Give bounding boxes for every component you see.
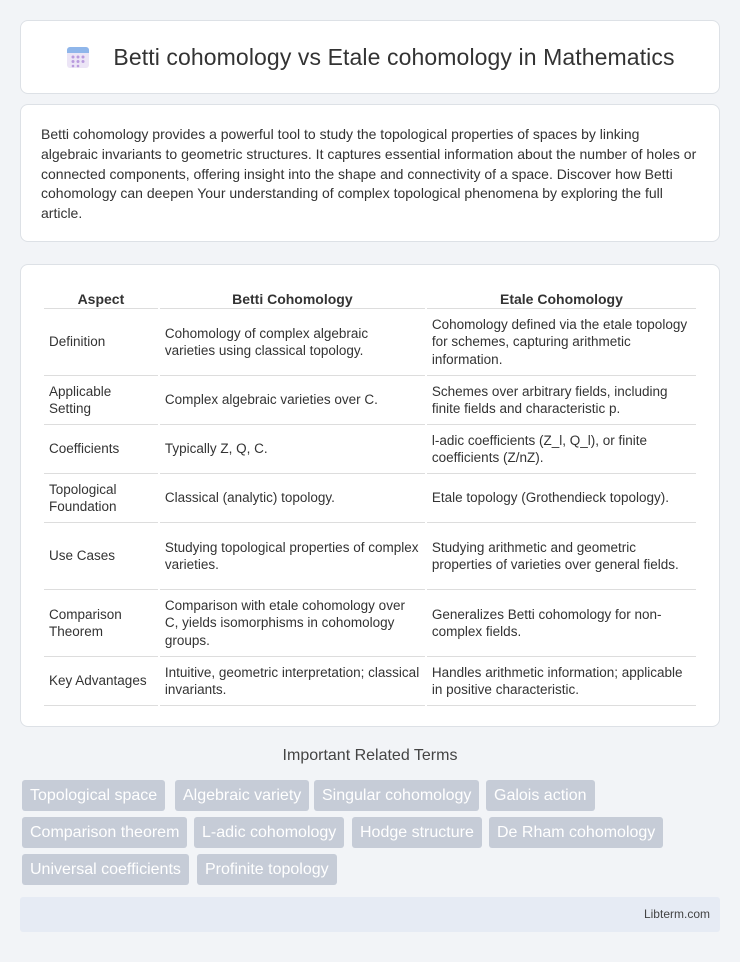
- column-header-etale: Etale Cohomology: [427, 285, 696, 309]
- intro-card: [20, 104, 720, 242]
- table-row: [44, 425, 696, 474]
- cell-etale: Generalizes Betti cohomology for non-complex fields.: [427, 590, 696, 657]
- related-term-tag[interactable]: De Rham cohomology: [489, 817, 663, 848]
- related-term-tag[interactable]: Topological space: [22, 780, 165, 811]
- related-term-tag[interactable]: Hodge structure: [352, 817, 482, 848]
- cell-betti: Comparison with etale cohomology over C, yields isomorphisms in cohomology groups.: [160, 590, 425, 657]
- cell-etale: Handles arithmetic information; applicable in positive characteristic.: [427, 657, 696, 706]
- intro-text: Betti cohomology provides a powerful tool to study the topological properties of spaces by linking algebraic invariants to geometric structures. It captures essential information about the number of holes or connected components, offering insight into the shape and connectivity of a space. Discover how Betti cohomology can deepen Your understanding of complex topological phenomena by exploring the full article.: [41, 126, 697, 222]
- footer: [20, 897, 720, 932]
- footer-site-link[interactable]: Libterm.com: [643, 907, 710, 921]
- header-card: [20, 20, 720, 94]
- cell-betti: Typically Z, Q, C.: [160, 425, 425, 474]
- cell-aspect: Coefficients: [44, 425, 158, 474]
- cell-aspect: Topological Foundation: [44, 474, 158, 523]
- page-title: Betti cohomology vs Etale cohomology in Mathematics: [113, 43, 675, 70]
- cell-aspect: Key Advantages: [44, 657, 158, 706]
- cell-etale: Schemes over arbitrary fields, including finite fields and characteristic p.: [427, 376, 696, 425]
- table-header-row: [44, 285, 696, 309]
- cell-betti: Cohomology of complex algebraic varieties using classical topology.: [160, 309, 425, 376]
- related-term-tag[interactable]: Singular cohomology: [314, 780, 479, 811]
- related-term-tag[interactable]: Universal coefficients: [22, 854, 189, 885]
- comparison-table: [42, 285, 698, 706]
- related-term-tag[interactable]: Comparison theorem: [22, 817, 187, 848]
- table-row: [44, 657, 696, 706]
- table-row: [44, 590, 696, 657]
- calendar-grid-icon: [65, 44, 91, 70]
- column-header-aspect: Aspect: [44, 285, 158, 309]
- cell-betti: Complex algebraic varieties over C.: [160, 376, 425, 425]
- cell-betti: Intuitive, geometric interpretation; classical invariants.: [160, 657, 425, 706]
- cell-etale: l-adic coefficients (Z_l, Q_l), or finite coefficients (Z/nZ).: [427, 425, 696, 474]
- table-row: [44, 376, 696, 425]
- cell-betti: Studying topological properties of complex varieties.: [160, 523, 425, 590]
- related-term-tag[interactable]: L-adic cohomology: [194, 817, 344, 848]
- cell-aspect: Applicable Setting: [44, 376, 158, 425]
- comparison-table-card: [20, 264, 720, 727]
- related-term-tag[interactable]: Profinite topology: [197, 854, 337, 885]
- cell-aspect: Comparison Theorem: [44, 590, 158, 657]
- column-header-betti: Betti Cohomology: [160, 285, 425, 309]
- cell-betti: Classical (analytic) topology.: [160, 474, 425, 523]
- cell-etale: Etale topology (Grothendieck topology).: [427, 474, 696, 523]
- table-row: [44, 309, 696, 376]
- related-term-tag[interactable]: Galois action: [486, 780, 595, 811]
- cell-etale: Cohomology defined via the etale topology for schemes, capturing arithmetic information.: [427, 309, 696, 376]
- cell-aspect: Definition: [44, 309, 158, 376]
- related-terms-title: Important Related Terms: [282, 747, 458, 764]
- cell-etale: Studying arithmetic and geometric properties of varieties over general fields.: [427, 523, 696, 590]
- table-row: [44, 523, 696, 590]
- related-term-tag[interactable]: Algebraic variety: [175, 780, 309, 811]
- cell-aspect: Use Cases: [44, 523, 158, 590]
- table-row: [44, 474, 696, 523]
